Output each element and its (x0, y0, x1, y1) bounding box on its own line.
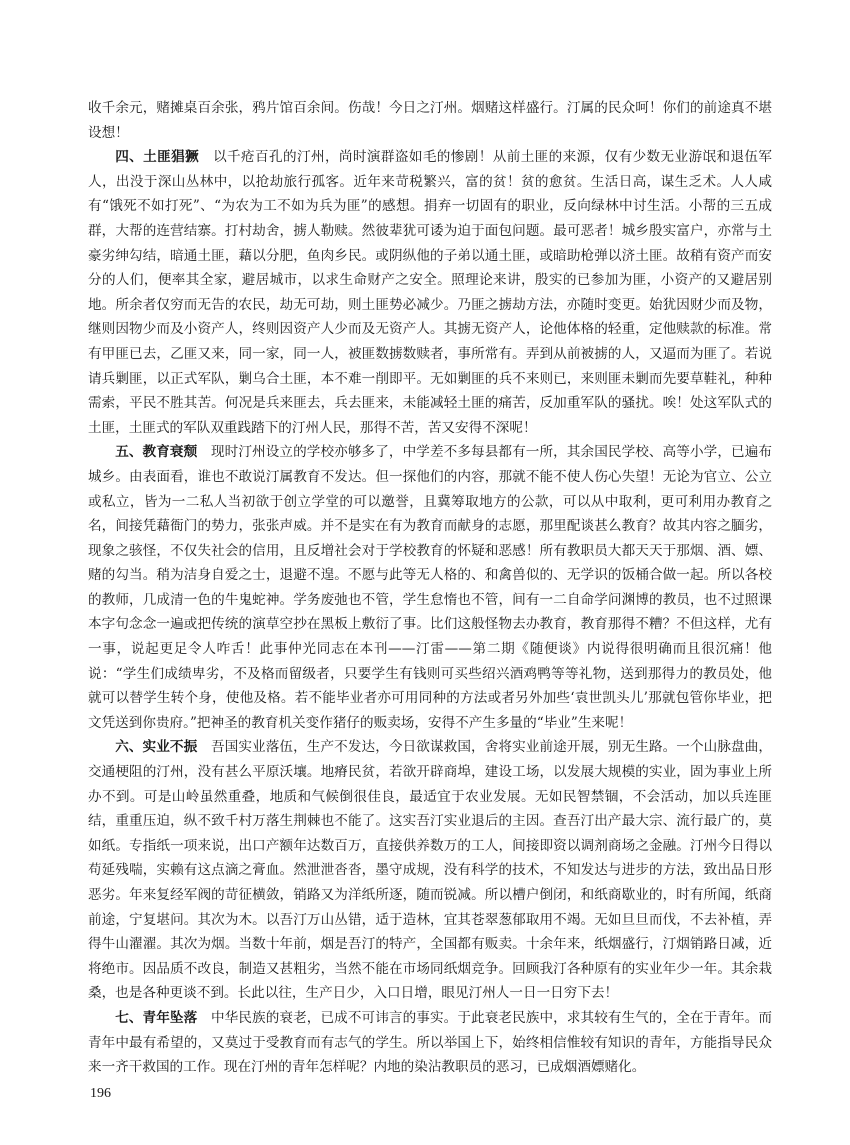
page-number: 196 (90, 1086, 111, 1101)
section-body: 中华民族的衰老，已成不可讳言的事实。于此衰老民族中，求其较有生气的，全在于青年。而青年中最有希望的，又莫过于受教育而有志气的学生。所以举国上下，始终相信惟较有知识的青年，方能指导民众来一齐干救国的工作。现在汀州的青年怎样呢？内地的染沾教职员的恶习，已成烟酒嫖赌化。 (88, 1009, 773, 1076)
continuation-paragraph: 收千余元，赌摊桌百余张，鸦片馆百余间。伤哉！今日之汀州。烟赌这样盛行。汀属的民众呵！你们的前途真不堪设想！ (88, 100, 772, 141)
section-industry (88, 735, 772, 1006)
section-body: 现时汀州设立的学校亦够多了，中学差不多每县都有一所，其余国民学校、高等小学，已遍布城乡。由表面看，谁也不敢说汀属教育不发达。但一探他们的内容，那就不能不使人伤心失望！无论为官立、公立或私立，皆为一二私人当初欲于创立学堂的可以邀誉，且冀筹取地方的公款，可以从中取利，更可利用办教育之名，间接凭藉衙门的势力，张张声威。并不是实在有为教育而献身的志愿，那里配谈甚么教育？故其内容之腼劣，现象之骇怪，不仅失社会的信用，且反增社会对于学校教育的怀疑和恶感！所有教职员大都天天于那烟、酒、嫖、赌的勾当。稍为洁身自爱之士，退避不遑。不愿与此等无人格的、和禽兽似的、无学识的饭桶合做一起。所以各校的教师，几成清一色的牛鬼蛇神。学务废弛也不管，学生怠惰也不管，间有一二自命学问渊博的教员，也不过照课本字句念念一遍或把传统的演草空抄在黑板上敷衍了事。比们这般怪物去办教育，教育那得不糟？不但这样，尤有一事，说起更足令人咋舌！此事仲光同志在本刊——汀雷——第二期《随便谈》内说得很明确而且很沉痛！他说：“学生们成绩卑劣，不及格而留级者，只要学生有钱则可买些绍兴酒鸡鸭等等礼物，送到那得力的教员处，他就可以替学生转个身，使他及格。若不能毕业者亦可用同种的方法或者另外加些‘袁世凯头儿’那就包管你毕业，把文凭送到你贵府。”把神圣的教育机关变作猪仔的贩卖场，安得不产生多量的“毕业”生来呢！ (88, 444, 773, 731)
section-banditry (88, 145, 772, 440)
section-heading: 七、青年坠落 (115, 1009, 198, 1026)
document-page (88, 96, 772, 1080)
section-heading: 五、教育衰颓 (115, 444, 198, 461)
section-youth (88, 1006, 772, 1080)
section-heading: 四、土匪猖獗 (115, 149, 200, 166)
section-education (88, 440, 772, 735)
section-body: 以千疮百孔的汀州，尚时演群盗如毛的惨剧！从前土匪的来源，仅有少数无业游氓和退伍军人，出没于深山丛林中，以抢劫旅行孤客。近年来苛税繁兴，富的贫！贫的愈贫。生活日高，谋生乏术。人人咸有“饿死不如打死”、“为农为工不如为兵为匪”的感想。捐弃一切固有的职业，反向绿林中讨生活。小帮的三五成群，大帮的连营结寨。打村劫舍，掳人勒赎。然彼辈犹可诿为迫于面包问题。最可恶者！城乡殷实富户，亦常与土豪劣绅勾结，暗通土匪，藉以分肥，鱼肉乡民。或阴纵他的子弟以通土匪，或暗助枪弹以济土匪。故稍有资产而安分的人们，便率其全家，避居城市，以求生命财产之安全。照理论来讲，殷实的已参加为匪，小资产的又避居别地。所余者仅穷而无告的农民，劫无可劫，则土匪势必减少。乃匪之掳劫方法，亦随时变更。始犹因财少而及物，继则因物少而及小资产人，终则因资产人少而及无资产人。其掳无资产人，论他体格的轻重，定他赎款的标准。常有甲匪已去，乙匪又来，同一家，同一人，被匪数掳数赎者，事所常有。弄到从前被掳的人，又逼而为匪了。若说请兵剿匪，以正式军队，剿乌合土匪，本不难一削即平。无如剿匪的兵不来则已，来则匪未剿而先要草鞋礼，种种需索，平民不胜其苦。何况是兵来匪去，兵去匪来，未能减轻土匪的痛苦，反加重军队的骚扰。唉！处这军队式的土匪，土匪式的军队双重践踏下的汀州人民，那得不苦，苦又安得不深呢！ (88, 149, 773, 436)
section-body: 吾国实业落伍，生产不发达，今日欲谋救国，舍将实业前途开展，别无生路。一个山脉盘曲，交通梗阻的汀州，没有甚么平原沃壤。地瘠民贫，若欲开辟商埠，建设工场，以发展大规模的实业，固为事业上所办不到。可是山岭虽然重叠，地质和气候倒很佳良，最适宜于农业发展。无如民智禁锢，不会活动，加以兵连匪结，重重压迫，纵不致千村万落生荆棘也不能了。这实吾汀实业退后的主因。查吾汀出产最大宗、流行最广的，莫如纸。专指纸一项来说，出口产额年达数百万，直接供养数万的工人，间接即资以调剂商场之金融。汀州今日得以苟延残喘，实赖有这点滴之膏血。然泄泄沓沓，墨守成规，没有科学的技术，不知发达与进步的方法，致出品日形恶劣。年来复经军阀的苛征横敛，销路又为洋纸所逐，随而锐减。所以槽户倒闭，和纸商歇业的，时有所闻，纸商前途，宁复堪问。其次为木。以吾汀万山丛错，适于造林，宜其苍翠葱郁取用不竭。无如旦旦而伐，不去补植，弄得牛山濯濯。其次为烟。当数十年前，烟是吾汀的特产，全国都有贩卖。十余年来，纸烟盛行，汀烟销路日减，近将绝市。因品质不改良，制造又甚粗劣，当然不能在市场同纸烟竞争。回顾我汀各种原有的实业年少一年。其余栽桑，也是各种更谈不到。长此以往，生产日少，入口日增，眼见汀州人一日一日穷下去！ (88, 739, 773, 1002)
section-heading: 六、实业不振 (115, 739, 198, 756)
